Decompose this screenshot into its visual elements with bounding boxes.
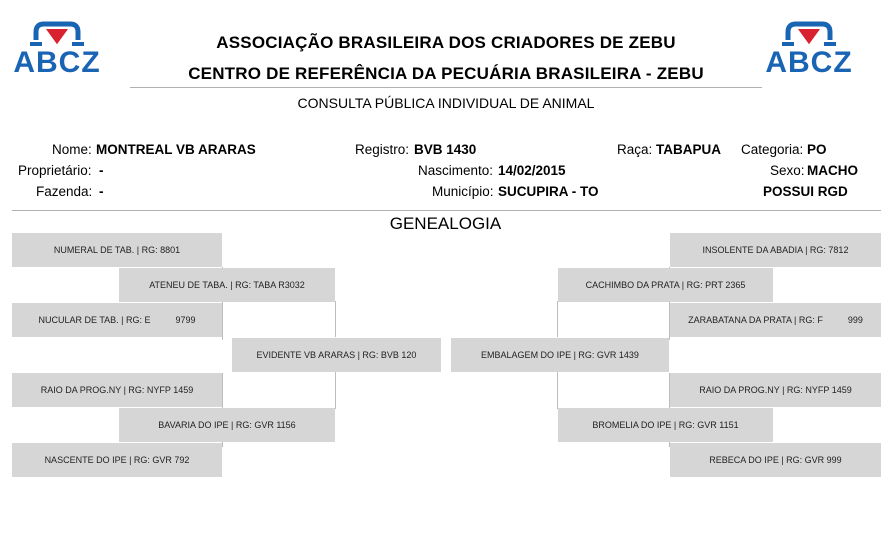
- nascimento-label: Nascimento:: [418, 163, 494, 178]
- pedigree-box-sire-dam: BAVARIA DO IPE | RG: GVR 1156: [119, 408, 335, 442]
- connector-line: [557, 371, 558, 409]
- pedigree-box-dam-sire: CACHIMBO DA PRATA | RG: PRT 2365: [558, 268, 773, 302]
- nascimento-value: 14/02/2015: [498, 163, 566, 178]
- abcz-logo-text: ABCZ: [13, 46, 101, 79]
- pedigree-box-sire: EVIDENTE VB ARARAS | RG: BVB 120: [232, 338, 441, 372]
- sexo-value: MACHO: [807, 163, 858, 178]
- categoria-value: PO: [807, 142, 827, 157]
- pedigree-box-sire-dam-dam: NASCENTE DO IPE | RG: GVR 792: [12, 443, 222, 477]
- fazenda-value: -: [99, 184, 104, 199]
- pedigree-box-dam: EMBALAGEM DO IPE | RG: GVR 1439: [451, 338, 669, 372]
- page-title-center: CENTRO DE REFERÊNCIA DA PECUÁRIA BRASILEIRA - ZEBU: [188, 64, 704, 83]
- fazenda-label: Fazenda:: [36, 184, 93, 199]
- pedigree-box-dam-dam-sire: RAIO DA PROG.NY | RG: NYFP 1459: [670, 373, 881, 407]
- abcz-logo-text: ABCZ: [765, 46, 853, 79]
- connector-line: [335, 301, 336, 337]
- connector-line: [335, 371, 336, 409]
- pedigree-box-sire-sire-sire: NUMERAL DE TAB. | RG: 8801: [12, 233, 222, 267]
- pedigree-box-sire-sire-dam: NUCULAR DE TAB. | RG: E 9799: [12, 303, 222, 337]
- raca-label: Raça:: [617, 142, 653, 157]
- rgd-status: POSSUI RGD: [763, 184, 848, 199]
- registro-label: Registro:: [355, 142, 410, 157]
- page-subtitle: CONSULTA PÚBLICA INDIVIDUAL DE ANIMAL: [297, 95, 595, 111]
- nome-value: MONTREAL VB ARARAS: [96, 142, 256, 157]
- nome-label: Nome:: [52, 142, 92, 157]
- connector-line: [557, 301, 558, 337]
- abcz-logo-left: [10, 20, 104, 80]
- info-divider: [12, 210, 881, 211]
- proprietario-label: Proprietário:: [18, 163, 92, 178]
- pedigree-box-dam-dam: BROMELIA DO IPE | RG: GVR 1151: [558, 408, 773, 442]
- abcz-logo-right: [762, 20, 856, 80]
- page-title-association: ASSOCIAÇÃO BRASILEIRA DOS CRIADORES DE ZEBU: [216, 33, 676, 52]
- pedigree-box-sire-sire: ATENEU DE TABA. | RG: TABA R3032: [119, 268, 335, 302]
- pedigree-box-sire-dam-sire: RAIO DA PROG.NY | RG: NYFP 1459: [12, 373, 222, 407]
- pedigree-box-dam-sire-dam: ZARABATANA DA PRATA | RG: F 999: [670, 303, 881, 337]
- proprietario-value: -: [99, 163, 104, 178]
- categoria-label: Categoria:: [741, 142, 804, 157]
- pedigree-box-dam-dam-dam: REBECA DO IPE | RG: GVR 999: [670, 443, 881, 477]
- municipio-value: SUCUPIRA - TO: [498, 184, 599, 199]
- genealogia-title: GENEALOGIA: [389, 214, 502, 233]
- raca-value: TABAPUA: [656, 142, 721, 157]
- municipio-label: Município:: [432, 184, 494, 199]
- sexo-label: Sexo:: [770, 163, 805, 178]
- header-divider: [130, 87, 762, 88]
- registro-value: BVB 1430: [414, 142, 477, 157]
- pedigree-box-dam-sire-sire: INSOLENTE DA ABADIA | RG: 7812: [670, 233, 881, 267]
